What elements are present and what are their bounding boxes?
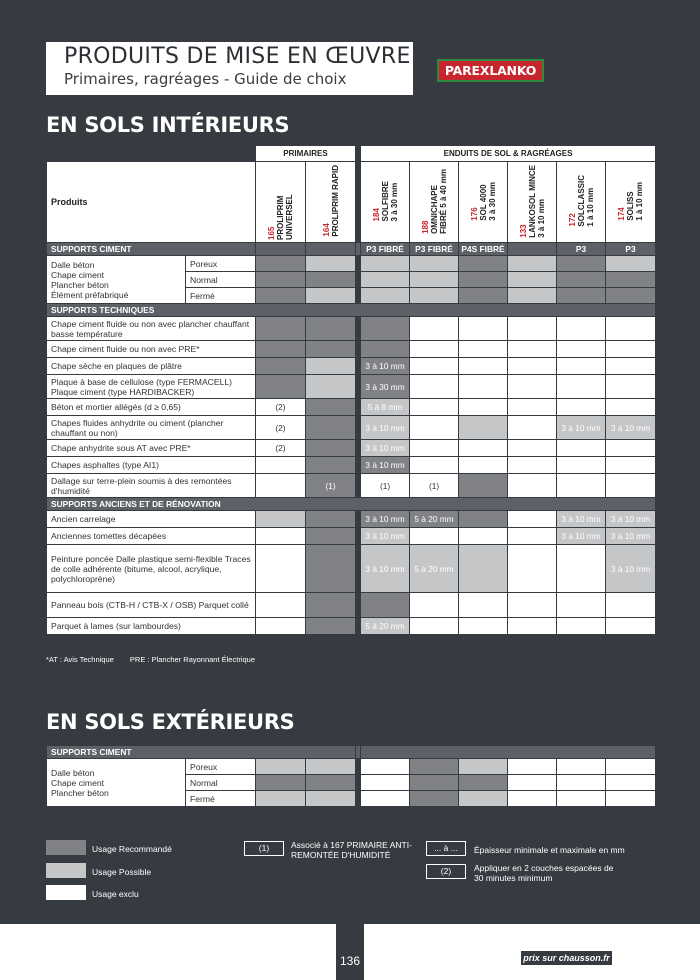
cell — [557, 791, 606, 807]
footnote — [46, 655, 269, 664]
cell — [606, 474, 656, 498]
cell — [508, 457, 557, 474]
cell — [459, 457, 508, 474]
cell — [508, 358, 557, 375]
row-label: Parquet à lames (sur lambourdes) — [47, 618, 256, 635]
legend-box-2: (2) — [426, 864, 466, 879]
cell-value: 3 à 10 mm — [365, 563, 405, 574]
legend-range-text: Épaisseur minimale et maximale en mm — [474, 845, 625, 855]
cell-value: (2) — [275, 422, 286, 433]
legend-swatch-possible — [46, 863, 86, 878]
product-tag: P3 — [557, 243, 606, 256]
product-name: SOL 4000 — [478, 184, 488, 221]
cell — [410, 545, 459, 593]
cell — [361, 545, 410, 593]
product-tag: P3 FIBRÉ — [410, 243, 459, 256]
product-tag: P4S FIBRÉ — [459, 243, 508, 256]
cell-value: 3 à 10 mm — [561, 514, 601, 524]
cell — [306, 358, 356, 375]
row-label-ext-ciment — [47, 759, 186, 807]
cell — [606, 375, 656, 399]
cell — [306, 288, 356, 304]
cell — [256, 511, 306, 528]
cell — [410, 775, 459, 791]
product-header — [306, 162, 356, 243]
product-header — [361, 162, 410, 243]
product-thickness: 1 à 10 mm — [635, 181, 645, 221]
exterior-table — [46, 745, 656, 807]
cell — [606, 399, 656, 416]
blank — [47, 146, 256, 162]
cell — [361, 256, 410, 272]
cell — [410, 416, 459, 440]
cell — [508, 256, 557, 272]
cell — [410, 317, 459, 341]
section-ext-supports-ciment: SUPPORTS CIMENT — [47, 746, 356, 759]
page-number: 136 — [336, 924, 364, 980]
cell — [256, 440, 306, 457]
cell — [459, 341, 508, 358]
cell — [361, 474, 410, 498]
cell — [557, 618, 606, 635]
cell-value: 3 à 10 mm — [610, 563, 651, 574]
cell — [306, 272, 356, 288]
cell — [361, 775, 410, 791]
note-at: *AT : Avis Technique — [46, 655, 114, 664]
cell — [306, 618, 356, 635]
product-tag: P3 — [606, 243, 656, 256]
cell — [459, 416, 508, 440]
cell — [508, 416, 557, 440]
cell — [256, 618, 306, 635]
cell — [410, 759, 459, 775]
page-subtitle: Primaires, ragréages - Guide de choix — [64, 70, 347, 88]
cell — [606, 317, 656, 341]
cell — [459, 618, 508, 635]
cell — [459, 272, 508, 288]
row-sublabel: Poreux — [186, 759, 256, 775]
cell — [410, 457, 459, 474]
cell — [508, 759, 557, 775]
product-header — [459, 162, 508, 243]
cell — [306, 511, 356, 528]
product-tag — [508, 243, 557, 256]
produits-header: Produits — [47, 162, 256, 243]
cell — [606, 618, 656, 635]
cell — [256, 593, 306, 618]
cell — [459, 791, 508, 807]
product-thickness: FIBRÉ 5 à 40 mm — [438, 168, 448, 234]
cell — [361, 440, 410, 457]
cell — [557, 511, 606, 528]
section-supports-techniques: SUPPORTS TECHNIQUES — [47, 304, 656, 317]
cell — [557, 256, 606, 272]
cell — [459, 528, 508, 545]
product-header — [256, 162, 306, 243]
cell-value: 5 à 20 mm — [414, 563, 454, 574]
cell — [410, 358, 459, 375]
product-number: 188 — [420, 220, 430, 234]
cell-value: 3 à 10 mm — [610, 514, 651, 524]
cell — [557, 474, 606, 498]
label-line: Élément préfabriqué — [51, 289, 129, 300]
cell — [606, 775, 656, 791]
cell — [557, 375, 606, 399]
row-sublabel: Poreux — [186, 256, 256, 272]
cell — [410, 440, 459, 457]
cell-value: 3 à 10 mm — [561, 422, 601, 433]
cell — [306, 416, 356, 440]
cell — [306, 341, 356, 358]
cell — [306, 474, 356, 498]
cell — [459, 511, 508, 528]
product-number: 174 — [617, 206, 627, 221]
cell — [459, 545, 508, 593]
cell-value: 3 à 10 mm — [610, 422, 651, 433]
cell — [459, 593, 508, 618]
cell — [606, 358, 656, 375]
cell — [256, 775, 306, 791]
cell-value: (2) — [275, 402, 286, 412]
cell — [361, 457, 410, 474]
cell — [361, 528, 410, 545]
row-label: Chapes fluides anhydrite ou ciment (plancher chauffant ou non) — [47, 416, 256, 440]
cell — [557, 358, 606, 375]
cell — [306, 256, 356, 272]
tag — [306, 243, 356, 256]
product-header — [557, 162, 606, 243]
cell — [410, 511, 459, 528]
product-name: PROLIPRIM RAPID — [330, 165, 340, 237]
cell — [361, 416, 410, 440]
legend-possible: Usage Possible — [92, 867, 152, 877]
label-line: Dalle béton — [51, 767, 95, 778]
cell-value: (1) — [325, 480, 336, 491]
cell — [410, 791, 459, 807]
cell-value: 3 à 10 mm — [610, 531, 651, 541]
cell — [410, 256, 459, 272]
section-title-exterior: EN SOLS EXTÉRIEURS — [46, 710, 295, 734]
cell — [306, 545, 356, 593]
cell — [306, 528, 356, 545]
cell — [606, 256, 656, 272]
cell — [410, 272, 459, 288]
cell-value: 5 à 20 mm — [365, 621, 405, 631]
cell — [557, 416, 606, 440]
row-label: Panneau bois (CTB-H / CTB-X / OSB) Parquet collé — [47, 593, 256, 618]
cell — [306, 775, 356, 791]
product-number: 165 — [267, 226, 276, 240]
row-label: Peinture poncée Dalle plastique semi-flexible Traces de colle adhérente (bitume, alcool, acrylique, polychloroprène) — [47, 545, 256, 593]
cell — [557, 288, 606, 304]
cell-value: 3 à 30 mm — [365, 381, 405, 392]
cell — [361, 791, 410, 807]
product-number: 176 — [469, 206, 479, 221]
cell-value: 5 à 20 mm — [414, 514, 454, 524]
cell — [508, 545, 557, 593]
cell — [508, 528, 557, 545]
cell — [410, 528, 459, 545]
cell-value: 3 à 10 mm — [561, 531, 601, 541]
label-line: Dalle béton — [51, 259, 95, 270]
cell — [459, 375, 508, 399]
cell-value: 3 à 10 mm — [365, 443, 405, 453]
cell — [557, 440, 606, 457]
cell — [256, 317, 306, 341]
cell — [306, 399, 356, 416]
cell — [606, 593, 656, 618]
cell — [508, 272, 557, 288]
cell — [557, 317, 606, 341]
cell — [256, 528, 306, 545]
cell — [557, 341, 606, 358]
page-title: PRODUITS DE MISE EN ŒUVRE — [64, 44, 411, 69]
cell — [361, 272, 410, 288]
cell — [557, 775, 606, 791]
cell — [361, 593, 410, 618]
cell — [306, 440, 356, 457]
section-supports-ciment: SUPPORTS CIMENT — [47, 243, 256, 256]
cell — [306, 317, 356, 341]
product-header — [410, 162, 459, 243]
cell — [606, 791, 656, 807]
cell — [606, 528, 656, 545]
cell — [410, 288, 459, 304]
label-line: Plancher béton — [51, 279, 109, 290]
cell — [508, 511, 557, 528]
legend-box-range: ... à ... — [426, 841, 466, 856]
blank — [361, 746, 656, 759]
product-number: 184 — [371, 207, 381, 222]
row-sublabel: Normal — [186, 272, 256, 288]
product-thickness: 3 à 30 mm — [487, 181, 497, 221]
label-line: Plancher béton — [51, 787, 109, 798]
row-label: Chape ciment fluide ou non avec PRE* — [47, 341, 256, 358]
cell — [361, 375, 410, 399]
cell — [459, 474, 508, 498]
cell-value: 3 à 10 mm — [365, 514, 405, 524]
section-supports-anciens: SUPPORTS ANCIENS ET DE RÉNOVATION — [47, 498, 656, 511]
cell — [459, 288, 508, 304]
row-sublabel: Fermé — [186, 288, 256, 304]
footer-link[interactable]: prix sur chausson.fr — [521, 951, 612, 965]
cell — [606, 545, 656, 593]
product-number: 172 — [567, 213, 577, 227]
row-sublabel: Normal — [186, 775, 256, 791]
cell — [256, 341, 306, 358]
section-title-interior: EN SOLS INTÉRIEURS — [46, 113, 290, 137]
cell-value: 3 à 10 mm — [365, 460, 405, 470]
row-label-ciment — [47, 256, 186, 304]
cell — [508, 375, 557, 399]
product-number: 164 — [321, 223, 331, 237]
legend-swatch-recommended — [46, 840, 86, 855]
footer — [0, 924, 700, 980]
page-header — [46, 42, 413, 95]
cell — [410, 399, 459, 416]
cell — [557, 759, 606, 775]
row-label: Ancien carrelage — [47, 511, 256, 528]
cell — [306, 375, 356, 399]
legend-swatch-excluded — [46, 885, 86, 900]
cell-value: 3 à 10 mm — [365, 361, 405, 371]
cell — [508, 317, 557, 341]
product-thickness: 3 à 30 mm — [389, 182, 399, 222]
cell — [361, 317, 410, 341]
row-label: Béton et mortier allégés (d ≥ 0,65) — [47, 399, 256, 416]
cell — [410, 618, 459, 635]
cell — [256, 272, 306, 288]
cell — [459, 317, 508, 341]
cell — [606, 457, 656, 474]
product-number: 133 — [518, 224, 528, 238]
product-thickness: 1 à 10 mm — [585, 188, 595, 227]
cell — [557, 528, 606, 545]
cell — [606, 416, 656, 440]
product-name: PROLIPRIM UNIVERSEL — [276, 194, 294, 240]
cell — [306, 457, 356, 474]
cell — [606, 759, 656, 775]
cell — [306, 791, 356, 807]
cell — [361, 358, 410, 375]
product-header — [508, 162, 557, 243]
row-label: Chapes asphaltes (type AI1) — [47, 457, 256, 474]
row-label: Anciennes tomettes décapées — [47, 528, 256, 545]
cell — [361, 511, 410, 528]
parexlanko-logo: PAREXLANKO — [437, 59, 544, 82]
product-name: SOLISS — [626, 191, 636, 221]
cell — [508, 399, 557, 416]
label-line: Chape ciment — [51, 777, 105, 788]
cell — [606, 341, 656, 358]
group-primaires: PRIMAIRES — [256, 146, 356, 162]
cell-value: 3 à 10 mm — [365, 531, 405, 541]
cell — [306, 593, 356, 618]
cell — [606, 272, 656, 288]
cell — [508, 474, 557, 498]
tag — [256, 243, 306, 256]
cell — [459, 358, 508, 375]
row-label: Plaque à base de cellulose (type FERMACELL) Plaque ciment (type HARDIBACKER) — [47, 375, 256, 399]
cell — [410, 474, 459, 498]
cell — [256, 416, 306, 440]
row-label: Chape ciment fluide ou non avec plancher chauffant basse température — [47, 317, 256, 341]
cell — [606, 288, 656, 304]
legend-box-1: (1) — [244, 841, 284, 856]
product-name: OMNICHAPE — [429, 184, 439, 234]
product-name: SOLCLASSIC — [576, 175, 586, 227]
cell-value: 3 à 10 mm — [365, 422, 405, 433]
cell — [459, 775, 508, 791]
note-pre: PRE : Plancher Rayonnant Électrique — [129, 655, 255, 664]
product-header — [606, 162, 656, 243]
cell — [361, 759, 410, 775]
product-tag: P3 FIBRÉ — [361, 243, 410, 256]
label-line: Chape ciment — [51, 269, 105, 280]
cell-value: (1) — [379, 480, 391, 491]
cell — [410, 375, 459, 399]
product-thickness: 3 à 10 mm — [536, 198, 546, 238]
cell — [557, 272, 606, 288]
cell — [410, 593, 459, 618]
cell — [256, 791, 306, 807]
legend-excluded: Usage exclu — [92, 889, 139, 899]
cell — [459, 399, 508, 416]
cell — [361, 288, 410, 304]
cell — [508, 341, 557, 358]
cell — [361, 618, 410, 635]
cell — [508, 440, 557, 457]
cell — [256, 256, 306, 272]
cell — [256, 474, 306, 498]
cell-value: (1) — [428, 480, 440, 491]
interior-table — [46, 145, 656, 635]
group-enduits: ENDUITS DE SOL & RAGRÉAGES — [361, 146, 656, 162]
product-name: LANKOSOL MINCE — [527, 164, 537, 238]
cell — [361, 399, 410, 416]
cell-value: 5 à 8 mm — [367, 402, 403, 412]
cell — [256, 759, 306, 775]
cell — [557, 593, 606, 618]
cell — [256, 399, 306, 416]
product-name: SOLFIBRE — [380, 180, 390, 222]
cell — [256, 545, 306, 593]
cell — [508, 791, 557, 807]
legend-recommended: Usage Recommandé — [92, 844, 172, 854]
cell — [508, 593, 557, 618]
cell — [256, 288, 306, 304]
cell — [256, 358, 306, 375]
cell — [306, 759, 356, 775]
cell — [410, 341, 459, 358]
cell — [459, 440, 508, 457]
cell — [557, 545, 606, 593]
cell — [606, 440, 656, 457]
row-label: Dallage sur terre-plein soumis à des remontées d'humidité — [47, 474, 256, 498]
cell — [508, 618, 557, 635]
cell — [557, 457, 606, 474]
cell — [361, 341, 410, 358]
cell — [459, 256, 508, 272]
cell — [557, 399, 606, 416]
legend-box-1-text: Associé à 167 PRIMAIRE ANTI-REMONTÉE D'HUMIDITÉ — [291, 840, 412, 860]
cell — [606, 511, 656, 528]
cell — [508, 288, 557, 304]
cell — [256, 375, 306, 399]
row-label: Chape sèche en plaques de plâtre — [47, 358, 256, 375]
cell — [459, 759, 508, 775]
row-label: Chape anhydrite sous AT avec PRE* — [47, 440, 256, 457]
legend-box-2-text: Appliquer en 2 couches espacées de 30 minutes minimum — [474, 863, 614, 883]
cell-value: (2) — [275, 443, 286, 453]
cell — [256, 457, 306, 474]
row-sublabel: Fermé — [186, 791, 256, 807]
cell — [508, 775, 557, 791]
